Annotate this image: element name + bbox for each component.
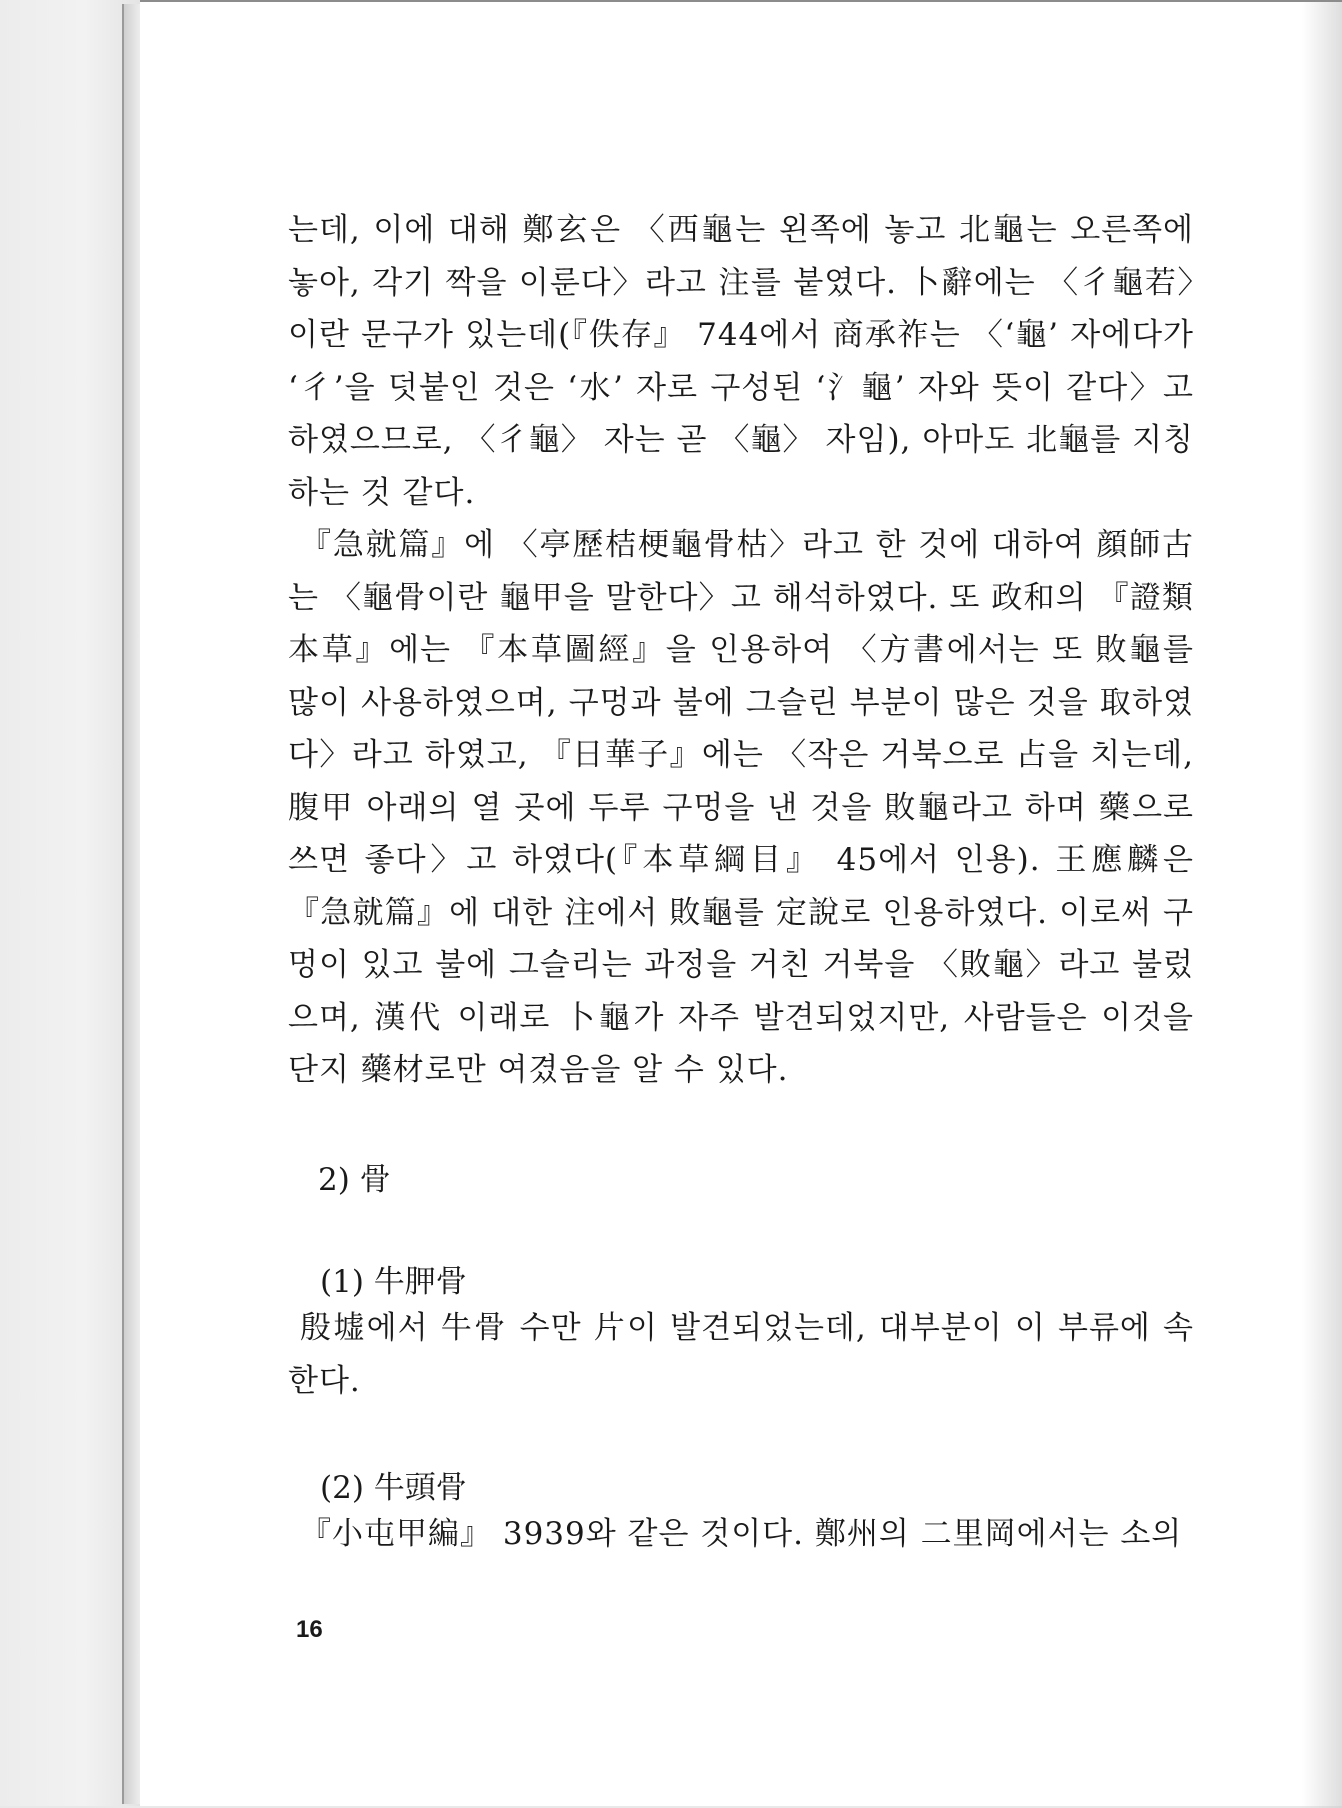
body-text-top [288, 204, 1194, 1097]
paragraph-3: 殷墟에서 牛骨 수만 片이 발견되었는데, 대부분이 이 부류에 속한다. [288, 1310, 1194, 1399]
paragraph-1: 는데, 이에 대해 鄭玄은 〈西龜는 왼쪽에 놓고 北龜는 오른쪽에 놓아, 각기 짝을 이룬다〉라고 注를 붙였다. 卜辭에는 〈彳龜若〉이란 문구가 있는데(『佚存』 744에서 商承祚는 〈‘龜’ 자에다가 ‘彳’을 덧붙인 것은 ‘水’ 자로 구성된 ‘氵龜’ 자와 뜻이 같다〉고 하였으므로, 〈彳龜〉 자는 곧 〈龜〉 자임), 아마도 北龜를 지칭하는 것 같다. [288, 212, 1194, 511]
subheading-scapula: (1) 牛胛骨 [320, 1264, 467, 1300]
body-text-scapula [288, 1302, 1194, 1407]
book-spine-background [0, 0, 140, 1806]
section-heading-bone: 2) 骨 [318, 1162, 391, 1198]
body-text-skull [288, 1508, 1194, 1561]
page-number: 16 [296, 1616, 323, 1643]
paragraph-2: 『急就篇』에 〈亭歷桔梗龜骨枯〉라고 한 것에 대하여 顔師古는 〈龜骨이란 龜甲을 말한다〉고 해석하였다. 또 政和의 『證類本草』에는 『本草圖經』을 인용하여 〈方書에서는 또 敗龜를 많이 사용하였으며, 구멍과 불에 그슬린 부분이 많은 것을 取하였다〉라고 하였고, 『日華子』에는 〈작은 거북으로 占을 치는데, 腹甲 아래의 열 곳에 두루 구멍을 낸 것을 敗龜라고 하며 藥으로 쓰면 좋다〉고 하였다(『本草綱目』 45에서 인용). 王應麟은 『急就篇』에 대한 注에서 敗龜를 定說로 인용하였다. 이로써 구멍이 있고 불에 그슬리는 과정을 거친 거북을 〈敗龜〉라고 불렀으며, 漢代 이래로 卜龜가 자주 발견되었지만, 사람들은 이것을 단지 藥材로만 여겼음을 알 수 있다. [288, 527, 1194, 1088]
page-shadow [1302, 2, 1342, 1808]
subheading-skull: (2) 牛頭骨 [320, 1470, 467, 1506]
paragraph-4: 『小屯甲編』 3939와 같은 것이다. 鄭州의 二里岡에서는 소의 [300, 1516, 1183, 1552]
